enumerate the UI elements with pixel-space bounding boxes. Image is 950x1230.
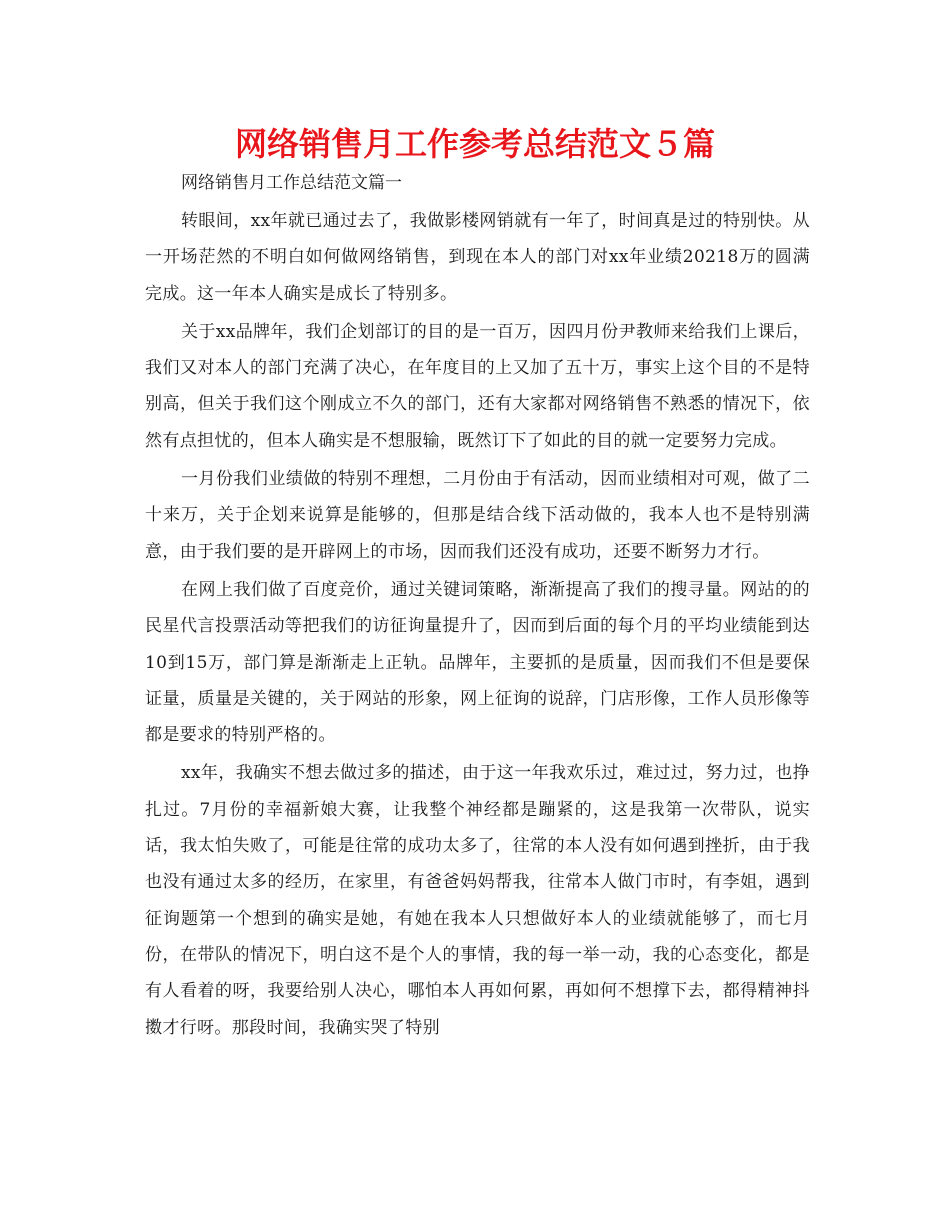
paragraph: 关于xx品牌年，我们企划部订的目的是一百万，因四月份尹教师来给我们上课后，我们又对本人的部门充满了决心，在年度目的上又加了五十万，事实上这个目的不是特别高，但关于我们这个刚成立不久的部门，还有大家都对网络销售不熟悉的情况下，依然有点担忧的，但本人确实是不想服输，既然订下了如此的目的就一定要努力完成。 xyxy=(145,321,810,451)
paragraph: xx年，我确实不想去做过多的描述，由于这一年我欢乐过，难过过，努力过，也挣扎过。7月份的幸福新娘大赛，让我整个神经都是蹦紧的，这是我第一次带队，说实话，我太怕失败了，可能是往常的成功太多了，往常的本人没有如何遇到挫折，由于我也没有通过太多的经历，在家里，有爸爸妈妈帮我，往常本人做门市时，有李姐，遇到征询题第一个想到的确实是她，有她在我本人只想做好本人的业绩就能够了，而七月份，在带队的情况下，明白这不是个人的事情，我的每一举一动，我的心态变化，都是有人看着的呀，我要给别人决心，哪怕本人再如何累，再如何不想撑下去，都得精神抖擞才行呀。那段时间，我确实哭了特别 xyxy=(145,763,810,1038)
document-body xyxy=(145,165,810,1048)
paragraph: 在网上我们做了百度竞价，通过关键词策略，渐渐提高了我们的搜寻量。网站的的民星代言投票活动等把我们的访征询量提升了，因而到后面的每个月的平均业绩能到达10到15万，部门算是渐渐走上正轨。品牌年，主要抓的是质量，因而我们不但是要保证量，质量是关键的，关于网站的形象，网上征询的说辞，门店形像，工作人员形像等都是要求的特别严格的。 xyxy=(145,579,810,746)
paragraph: 转眼间，xx年就已通过去了，我做影楼网销就有一年了，时间真是过的特别快。从一开场茫然的不明白如何做网络销售，到现在本人的部门对xx年业绩20218万的圆满完成。这一年本人确实是成长了特别多。 xyxy=(145,211,810,304)
document-title: 网络销售月工作参考总结范文５篇 xyxy=(234,125,715,163)
paragraph: 一月份我们业绩做的特别不理想，二月份由于有活动，因而业绩相对可观，做了二十来万，关于企划来说算是能够的，但那是结合线下活动做的，我本人也不是特别满意，由于我们要的是开辟网上的市场，因而我们还没有成功，还要不断努力才行。 xyxy=(145,469,810,562)
section-subtitle: 网络销售月工作总结范文篇一 xyxy=(181,173,402,193)
